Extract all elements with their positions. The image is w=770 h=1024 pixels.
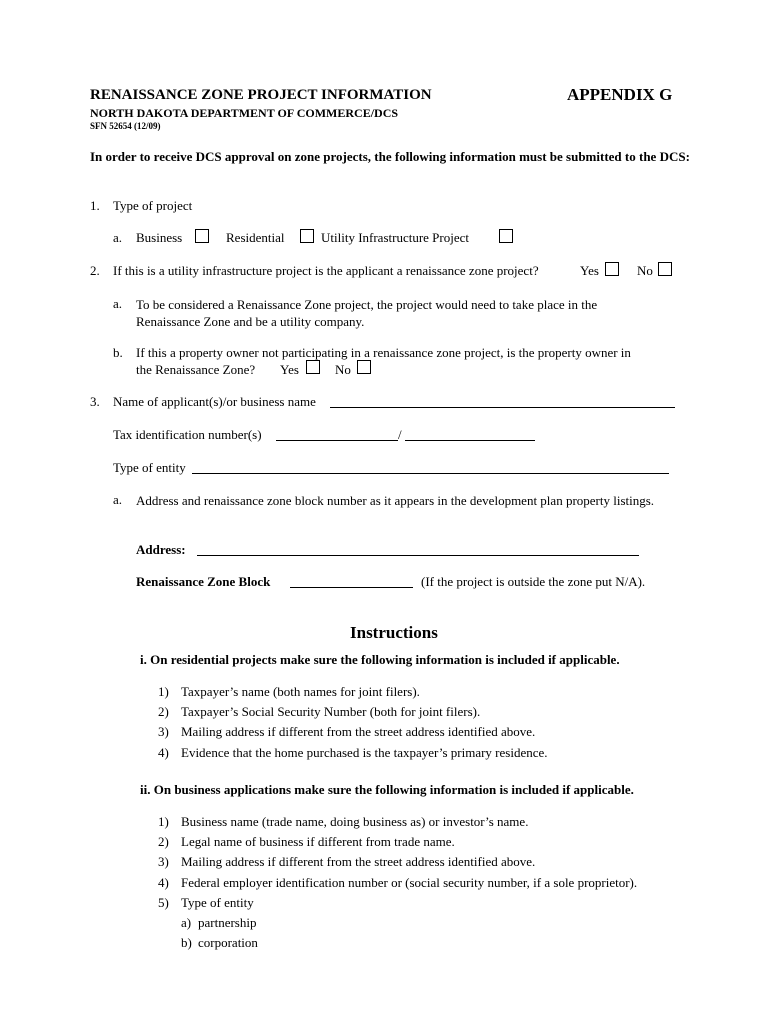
q2-yes-label: Yes: [580, 263, 599, 278]
list-item-number: 4): [158, 745, 169, 760]
residential-checkbox[interactable]: [300, 229, 314, 243]
list-item: Mailing address if different from the street address identified above.: [181, 724, 536, 739]
appendix-label: APPENDIX G: [567, 85, 673, 104]
q2-b-text-line1: If this a property owner not participating in a renaissance zone project, is the property owner in: [136, 345, 631, 360]
list-item: Legal name of business if different from trade name.: [181, 834, 455, 849]
sub-item-letter: a): [181, 915, 192, 930]
list-item-number: 2): [158, 834, 169, 849]
sub-item-letter: b): [181, 935, 192, 950]
address-field[interactable]: [197, 542, 639, 556]
q2-b-letter: b.: [113, 345, 123, 360]
option-utility-label: Utility Infrastructure Project: [321, 230, 470, 245]
tax-id-label: Tax identification number(s): [113, 427, 262, 442]
list-item-number: 3): [158, 854, 169, 869]
option-residential-label: Residential: [226, 230, 285, 245]
q2-b-text-line2: the Renaissance Zone?: [136, 362, 256, 377]
list-item: Type of entity: [181, 895, 254, 910]
form-number: SFN 52654 (12/09): [90, 121, 161, 131]
sub-item: corporation: [198, 935, 258, 950]
applicant-name-label: Name of applicant(s)/or business name: [113, 394, 316, 409]
q1-a-letter: a.: [113, 230, 123, 245]
list-item-number: 5): [158, 895, 169, 910]
tax-id-field-1[interactable]: [276, 427, 398, 441]
list-item: Evidence that the home purchased is the taxpayer’s primary residence.: [181, 745, 548, 760]
list-item-number: 4): [158, 875, 169, 890]
utility-checkbox[interactable]: [499, 229, 513, 243]
q2-a-text: To be considered a Renaissance Zone project, the project would need to take place in the Renaissance Zone and be a utility company.: [136, 297, 598, 329]
q2-label: If this is a utility infrastructure project is the applicant a renaissance zone project?: [113, 263, 539, 278]
q2-b-yes-checkbox[interactable]: [306, 360, 320, 374]
list-item: Mailing address if different from the street address identified above.: [181, 854, 536, 869]
q3-a-text: Address and renaissance zone block number as it appears in the development plan property listings.: [136, 493, 655, 508]
q2-b-no-checkbox[interactable]: [357, 360, 371, 374]
address-label: Address:: [136, 542, 186, 557]
q1-number: 1.: [90, 198, 100, 213]
q3-a-letter: a.: [113, 492, 123, 507]
list-item-number: 1): [158, 684, 169, 699]
option-business-label: Business: [136, 230, 183, 245]
form-title: RENAISSANCE ZONE PROJECT INFORMATION: [90, 87, 432, 103]
instructions-heading: Instructions: [350, 623, 438, 642]
department-name: NORTH DAKOTA DEPARTMENT OF COMMERCE/DCS: [90, 106, 399, 120]
list-item: Business name (trade name, doing business as) or investor’s name.: [181, 814, 529, 829]
q2-b-no-label: No: [335, 362, 351, 377]
list-item-number: 1): [158, 814, 169, 829]
list-item: Federal employer identification number or (social security number, if a sole proprietor).: [181, 875, 638, 890]
q3-number: 3.: [90, 394, 100, 409]
list-item: Taxpayer’s name (both names for joint filers).: [181, 684, 420, 699]
tax-id-separator: /: [398, 427, 402, 442]
entity-type-field[interactable]: [192, 460, 669, 474]
zone-block-field[interactable]: [290, 574, 413, 588]
q2-no-checkbox[interactable]: [658, 262, 672, 276]
zone-block-note: (If the project is outside the zone put N/A).: [421, 574, 646, 589]
applicant-name-field[interactable]: [330, 394, 675, 408]
q2-a-letter: a.: [113, 296, 123, 311]
list-item-number: 3): [158, 724, 169, 739]
q2-no-label: No: [637, 263, 653, 278]
tax-id-field-2[interactable]: [405, 427, 535, 441]
intro-text: In order to receive DCS approval on zone projects, the following information must be submitted to the DCS:: [90, 149, 690, 164]
list-item: Taxpayer’s Social Security Number (both for joint filers).: [181, 704, 481, 719]
q2-yes-checkbox[interactable]: [605, 262, 619, 276]
zone-block-label: Renaissance Zone Block: [136, 574, 271, 589]
entity-type-label: Type of entity: [113, 460, 186, 475]
business-instructions-heading: ii. On business applications make sure the following information is included if applicable.: [140, 782, 634, 797]
residential-instructions-heading: i. On residential projects make sure the following information is included if applicable.: [140, 652, 620, 667]
q2-number: 2.: [90, 263, 100, 278]
business-checkbox[interactable]: [195, 229, 209, 243]
sub-item: partnership: [198, 915, 257, 930]
list-item-number: 2): [158, 704, 169, 719]
q2-b-yes-label: Yes: [280, 362, 299, 377]
q1-label: Type of project: [113, 198, 193, 213]
